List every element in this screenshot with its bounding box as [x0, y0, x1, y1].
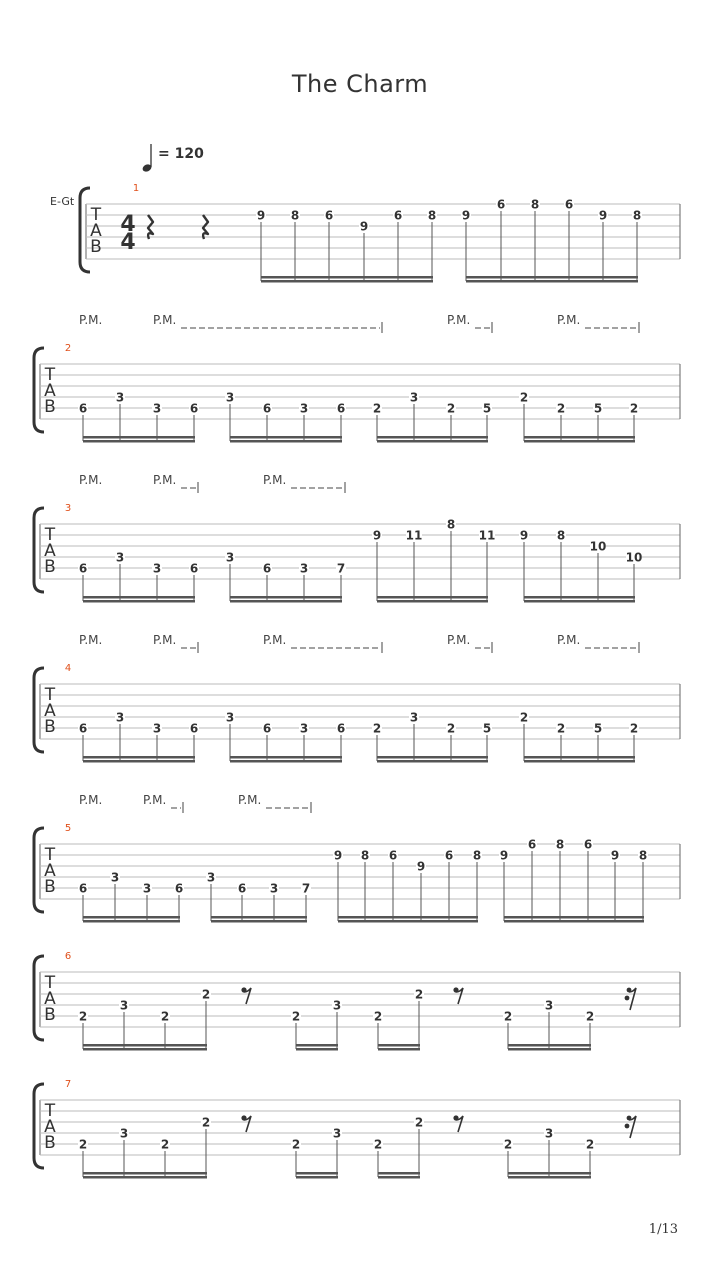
- beam: [377, 760, 488, 763]
- palm-mute-label: P.M.: [557, 313, 581, 327]
- fret-number: 6: [262, 721, 272, 736]
- fret-number: 5: [482, 721, 492, 736]
- tab-letter-b: B: [44, 1005, 56, 1025]
- fret-number: 6: [324, 208, 334, 223]
- fret-number: 9: [598, 208, 608, 223]
- beam: [296, 1048, 338, 1051]
- system-1: [80, 183, 680, 283]
- tab-letter-t: T: [90, 205, 102, 225]
- page-number: 1/13: [648, 1222, 678, 1237]
- quarter-rest-icon: [203, 215, 208, 239]
- fret-number: 7: [336, 561, 346, 576]
- sixteenth-rest-dot: [625, 996, 630, 1001]
- fret-number: 8: [638, 848, 648, 863]
- fret-number: 2: [446, 721, 456, 736]
- beam: [83, 1048, 207, 1051]
- beam: [83, 440, 195, 443]
- fret-number: 6: [189, 561, 199, 576]
- tab-letter-a: A: [90, 221, 102, 241]
- fret-number: 6: [78, 401, 88, 416]
- fret-number: 3: [115, 550, 125, 565]
- palm-mute-label: P.M.: [447, 313, 471, 327]
- fret-number: 2: [372, 721, 382, 736]
- beam: [377, 436, 488, 439]
- tab-letter-a: A: [44, 861, 56, 881]
- fret-number: 8: [556, 528, 566, 543]
- tab-letter-b: B: [44, 397, 56, 417]
- fret-number: 3: [332, 1126, 342, 1141]
- fret-number: 3: [142, 881, 152, 896]
- fret-number: 2: [519, 710, 529, 725]
- fret-number: 2: [373, 1137, 383, 1152]
- beam: [377, 600, 488, 603]
- fret-number: 3: [225, 390, 235, 405]
- fret-number: 2: [78, 1009, 88, 1024]
- fret-number: 6: [189, 401, 199, 416]
- tab-letter-a: A: [44, 381, 56, 401]
- beam: [230, 440, 342, 443]
- fret-number: 9: [333, 848, 343, 863]
- beam: [504, 916, 644, 919]
- fret-number: 2: [519, 390, 529, 405]
- beam: [83, 916, 180, 919]
- fret-number: 8: [290, 208, 300, 223]
- fret-number: 2: [503, 1137, 513, 1152]
- fret-number: 2: [629, 721, 639, 736]
- system-7: [34, 1079, 680, 1179]
- fret-number: 2: [160, 1137, 170, 1152]
- beam: [83, 1176, 207, 1179]
- tab-letter-t: T: [44, 365, 56, 385]
- palm-mute-label: P.M.: [79, 313, 103, 327]
- palm-mute-label: P.M.: [143, 793, 167, 807]
- beam: [211, 920, 307, 923]
- fret-number: 2: [414, 1115, 424, 1130]
- fret-number: 11: [478, 528, 496, 543]
- system-2: [34, 313, 680, 443]
- beam: [377, 596, 488, 599]
- fret-number: 10: [589, 539, 607, 554]
- beam: [230, 596, 342, 599]
- fret-number: 2: [78, 1137, 88, 1152]
- fret-number: 2: [291, 1137, 301, 1152]
- beam: [83, 920, 180, 923]
- beam: [378, 1044, 420, 1047]
- fret-number: 3: [119, 998, 129, 1013]
- beam: [83, 436, 195, 439]
- fret-number: 6: [444, 848, 454, 863]
- beam: [83, 756, 195, 759]
- fret-number: 2: [556, 401, 566, 416]
- sixteenth-rest-stem: [629, 988, 636, 1010]
- fret-number: 3: [269, 881, 279, 896]
- fret-number: 8: [360, 848, 370, 863]
- fret-number: 6: [388, 848, 398, 863]
- fret-number: 9: [461, 208, 471, 223]
- beam: [230, 436, 342, 439]
- tab-letter-t: T: [44, 525, 56, 545]
- beam: [230, 600, 342, 603]
- measure-number: 3: [64, 503, 72, 514]
- fret-number: 2: [556, 721, 566, 736]
- tab-letter-a: A: [44, 1117, 56, 1137]
- beam: [338, 916, 478, 919]
- beam: [230, 756, 342, 759]
- beam: [466, 280, 638, 283]
- palm-mute-label: P.M.: [557, 633, 581, 647]
- sixteenth-rest-stem: [629, 1116, 636, 1138]
- beam: [83, 1172, 207, 1175]
- fret-number: 3: [225, 710, 235, 725]
- beam: [296, 1176, 338, 1179]
- system-3: [34, 473, 680, 603]
- measure-number: 1: [132, 183, 140, 194]
- fret-number: 3: [299, 401, 309, 416]
- fret-number: 7: [301, 881, 311, 896]
- time-signature-top: 4: [120, 212, 136, 237]
- fret-number: 9: [416, 859, 426, 874]
- fret-number: 6: [262, 561, 272, 576]
- fret-number: 8: [555, 837, 565, 852]
- fret-number: 2: [585, 1009, 595, 1024]
- fret-number: 3: [119, 1126, 129, 1141]
- palm-mute-label: P.M.: [263, 473, 287, 487]
- fret-number: 9: [610, 848, 620, 863]
- tab-letter-b: B: [44, 557, 56, 577]
- tab-letter-a: A: [44, 989, 56, 1009]
- fret-number: 2: [201, 1115, 211, 1130]
- fret-number: 6: [78, 721, 88, 736]
- fret-number: 3: [115, 710, 125, 725]
- fret-number: 5: [593, 721, 603, 736]
- fret-number: 3: [409, 710, 419, 725]
- fret-number: 8: [472, 848, 482, 863]
- fret-number: 6: [393, 208, 403, 223]
- tab-letter-b: B: [44, 877, 56, 897]
- beam: [378, 1048, 420, 1051]
- palm-mute-label: P.M.: [153, 313, 177, 327]
- measure-number: 5: [64, 823, 72, 834]
- tab-letter-t: T: [44, 845, 56, 865]
- beam: [524, 596, 635, 599]
- beam: [508, 1172, 591, 1175]
- beam: [377, 440, 488, 443]
- sixteenth-rest-dot: [625, 1124, 630, 1129]
- beam: [296, 1172, 338, 1175]
- fret-number: 9: [499, 848, 509, 863]
- fret-number: 3: [152, 721, 162, 736]
- fret-number: 6: [583, 837, 593, 852]
- beam: [261, 280, 433, 283]
- beam: [466, 276, 638, 279]
- beam: [83, 760, 195, 763]
- fret-number: 9: [519, 528, 529, 543]
- fret-number: 3: [206, 870, 216, 885]
- palm-mute-label: P.M.: [447, 633, 471, 647]
- fret-number: 3: [225, 550, 235, 565]
- tab-letter-t: T: [44, 685, 56, 705]
- measure-number: 2: [64, 343, 72, 354]
- beam: [378, 1172, 420, 1175]
- fret-number: 6: [78, 881, 88, 896]
- fret-number: 10: [625, 550, 643, 565]
- instrument-label: E-Gt: [50, 195, 75, 208]
- quarter-rest-icon: [148, 215, 153, 239]
- tab-letter-a: A: [44, 701, 56, 721]
- system-4: [34, 633, 680, 763]
- fret-number: 2: [291, 1009, 301, 1024]
- beam: [377, 756, 488, 759]
- beam: [508, 1048, 591, 1051]
- fret-number: 8: [530, 197, 540, 212]
- tab-letter-b: B: [90, 237, 102, 257]
- fret-number: 3: [115, 390, 125, 405]
- palm-mute-label: P.M.: [79, 633, 103, 647]
- fret-number: 2: [372, 401, 382, 416]
- tab-letter-t: T: [44, 973, 56, 993]
- fret-number: 8: [632, 208, 642, 223]
- beam: [83, 1044, 207, 1047]
- measure-number: 4: [64, 663, 72, 674]
- fret-number: 3: [299, 561, 309, 576]
- fret-number: 2: [414, 987, 424, 1002]
- tempo-value: = 120: [158, 146, 204, 162]
- fret-number: 2: [373, 1009, 383, 1024]
- beam: [230, 760, 342, 763]
- fret-number: 6: [189, 721, 199, 736]
- fret-number: 3: [299, 721, 309, 736]
- fret-number: 6: [564, 197, 574, 212]
- fret-number: 6: [496, 197, 506, 212]
- fret-number: 6: [78, 561, 88, 576]
- fret-number: 3: [409, 390, 419, 405]
- beam: [508, 1044, 591, 1047]
- palm-mute-label: P.M.: [263, 633, 287, 647]
- beam: [83, 600, 195, 603]
- fret-number: 2: [503, 1009, 513, 1024]
- fret-number: 3: [544, 1126, 554, 1141]
- fret-number: 3: [544, 998, 554, 1013]
- fret-number: 9: [372, 528, 382, 543]
- beam: [378, 1176, 420, 1179]
- tab-letter-b: B: [44, 1133, 56, 1153]
- fret-number: 2: [585, 1137, 595, 1152]
- fret-number: 2: [446, 401, 456, 416]
- fret-number: 5: [482, 401, 492, 416]
- beam: [524, 760, 635, 763]
- tab-letter-t: T: [44, 1101, 56, 1121]
- fret-number: 6: [262, 401, 272, 416]
- tab-letter-b: B: [44, 717, 56, 737]
- measure-number: 6: [64, 951, 72, 962]
- beam: [524, 600, 635, 603]
- fret-number: 3: [332, 998, 342, 1013]
- fret-number: 6: [336, 401, 346, 416]
- palm-mute-label: P.M.: [238, 793, 262, 807]
- fret-number: 8: [427, 208, 437, 223]
- fret-number: 2: [629, 401, 639, 416]
- measure-number: 7: [64, 1079, 72, 1090]
- fret-number: 6: [237, 881, 247, 896]
- fret-number: 3: [110, 870, 120, 885]
- fret-number: 2: [201, 987, 211, 1002]
- palm-mute-label: P.M.: [79, 473, 103, 487]
- palm-mute-label: P.M.: [153, 633, 177, 647]
- fret-number: 3: [152, 561, 162, 576]
- beam: [261, 276, 433, 279]
- fret-number: 6: [174, 881, 184, 896]
- system-6: [34, 951, 680, 1051]
- system-5: [34, 793, 680, 923]
- beam: [296, 1044, 338, 1047]
- fret-number: 9: [359, 219, 369, 234]
- fret-number: 3: [152, 401, 162, 416]
- palm-mute-label: P.M.: [79, 793, 103, 807]
- fret-number: 8: [446, 517, 456, 532]
- fret-number: 9: [256, 208, 266, 223]
- palm-mute-label: P.M.: [153, 473, 177, 487]
- fret-number: 11: [405, 528, 423, 543]
- beam: [508, 1176, 591, 1179]
- tab-letter-a: A: [44, 541, 56, 561]
- fret-number: 5: [593, 401, 603, 416]
- beam: [504, 920, 644, 923]
- beam: [211, 916, 307, 919]
- beam: [83, 596, 195, 599]
- time-signature-bottom: 4: [120, 230, 136, 255]
- fret-number: 6: [527, 837, 537, 852]
- beam: [524, 756, 635, 759]
- score-title: The Charm: [291, 70, 429, 98]
- beam: [338, 920, 478, 923]
- beam: [524, 440, 635, 443]
- fret-number: 6: [336, 721, 346, 736]
- fret-number: 2: [160, 1009, 170, 1024]
- beam: [524, 436, 635, 439]
